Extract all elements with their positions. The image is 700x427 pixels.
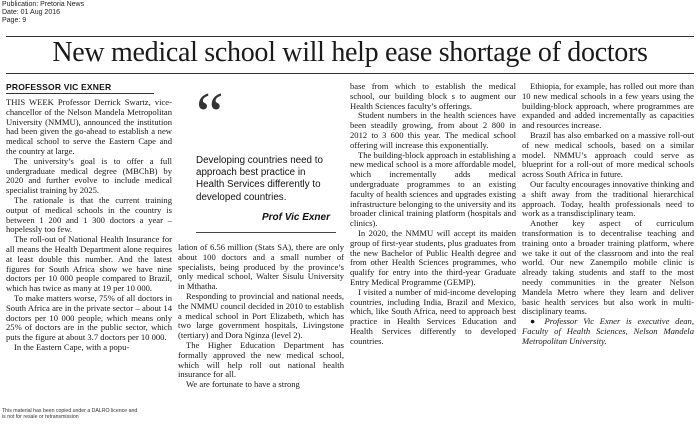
pull-quote-rule — [196, 232, 336, 233]
article-column-4 — [522, 82, 694, 347]
paragraph: The building-block approach in establishing a new medical school is a more affordable model, which incrementally adds medical undergraduate programmes to an existing faculty of health sciences and upgrades existing infrastructure belonging to the university and its broader clinical training platform (hospitals and clinics). — [350, 149, 516, 229]
headline-bottom-rule — [6, 73, 694, 74]
paragraph: Our faculty encourages innovative thinking and a shift away from the traditional hierarchical approach. Today, health professionals need to work as a transdisciplinary team. — [522, 178, 694, 219]
headline: New medical school will help ease shortage of doctors — [52, 37, 648, 68]
paragraph: Responding to provincial and national needs, the NMMU council decided in 2010 to establish a medical school in Port Elizabeth, which has two large government hospitals, Livingstone (tertiary) and Dora Nginza (level 2). — [178, 290, 344, 341]
article-column-3 — [350, 82, 516, 347]
paragraph: I visited a number of mid-income developing countries, including India, Brazil and Mexico, which, like South Africa, need to approach best practice in Health Services Education and Health Services differently to developed countries. — [350, 286, 516, 346]
article-column-1 — [6, 98, 172, 353]
paragraph: base from which to establish the medical school, our building block s to augment our Health Sciences faculty’s offerings. — [350, 81, 516, 111]
byline-rule — [6, 93, 154, 94]
paragraph: Student numbers in the health sciences have been steadily growing, from about 2 800 in 2012 to 3 600 this year. The medical school offering will increase this exponentially. — [350, 110, 516, 150]
paragraph: Ethiopia, for example, has rolled out more than 10 new medical schools in a few years using the building-block approach, where programmes are expanded and added incrementally as capacities and resources increase. — [522, 81, 694, 131]
byline: PROFESSOR VIC EXNER — [6, 82, 112, 92]
article-column-2 — [178, 243, 344, 390]
paragraph: Brazil has also embarked on a massive roll-out of new medical schools, based on a similar model. NMMU’s approach could serve as blueprint for a roll-out of more medical schools across South Africa in future. — [522, 129, 694, 180]
author-endnote: ● Professor Vic Exner is executive dean, Faculty of Health Sciences, Nelson Mandela Metropolitan University. — [522, 316, 694, 346]
quote-mark-icon: “ — [196, 81, 224, 149]
paragraph: We are fortunate to have a strong — [186, 379, 300, 390]
pull-quote: Developing countries need to approach best practice in Health Services differently to developed countries. — [196, 155, 323, 203]
paragraph: The rationale is that the current training output of medical schools in the country is between 1 200 and 1 300 doctors a year – hopelessly too few. — [6, 194, 172, 235]
paragraph: Another key aspect of curriculum transformation is to decentralise teaching and training onto a broader training platform, where we take it out of the classroom and into the real world. Our new Zanempilo mobile clinic is already taking students and staff to the most needy communities in the greater Nelson Mandela Metro where they learn and deliver basic health services but also work in multi-disciplinary teams. — [522, 218, 694, 317]
paragraph: The university’s goal is to offer a full undergraduate medical degree (MBChB) by 2020 and further evolve to include medical specialist training by 2025. — [6, 155, 172, 196]
copyright-line-1: This material has been copied under a DALRO licence and — [2, 408, 138, 414]
copyright-notice — [2, 408, 137, 420]
paragraph: THIS WEEK Professor Derrick Swartz, vice-chancellor of the Nelson Mandela Metropolitan University (NMMU), announced the institution had been given the go-ahead to establish a new medical school to serve the Eastern Cape and the country at large. — [6, 97, 172, 156]
copyright-line-2: is not for resale or retransmission — [2, 414, 79, 420]
paragraph: In 2020, the NMMU will accept its maiden group of first-year students, plus graduates from the new Bachelor of Public Health degree and from other Health Sciences programmes, who qualify for entry into the third-year Graduate Entry Medical Programme (GEMP). — [350, 227, 516, 287]
paragraph: lation of 6.56 million (Stats SA), there are only about 100 doctors and a small number of specialists, being produced by the province’s only medical school, Walter Sisulu University in Mthatha. — [178, 242, 344, 292]
paragraph: The Higher Education Department has formally approved the new medical school, which will help roll out national health insurance for all. — [178, 339, 344, 380]
date-label: Date: 01 Aug 2016 — [2, 9, 60, 16]
publication-label: Publication: Pretoria News — [2, 1, 85, 8]
paragraph: The roll-out of National Health Insurance for all means the Health Department alone requires at least double this number. And the latest figures for South Africa show we have nine doctors per 10 000 people compared to Brazil, which has twice as many at 19 per 10 000. — [6, 234, 172, 294]
paragraph: In the Eastern Cape, with a popu- — [14, 341, 130, 352]
page-label: Page: 9 — [2, 17, 27, 24]
paragraph: To make matters worse, 75% of all doctors in South Africa are in the private sector – about 14 doctors per 10 000 people, which means only 25% of doctors are in the public sector, which puts the figure at about 3.7 doctors per 10 000. — [6, 292, 172, 343]
pull-quote-author: Prof Vic Exner — [262, 212, 330, 223]
